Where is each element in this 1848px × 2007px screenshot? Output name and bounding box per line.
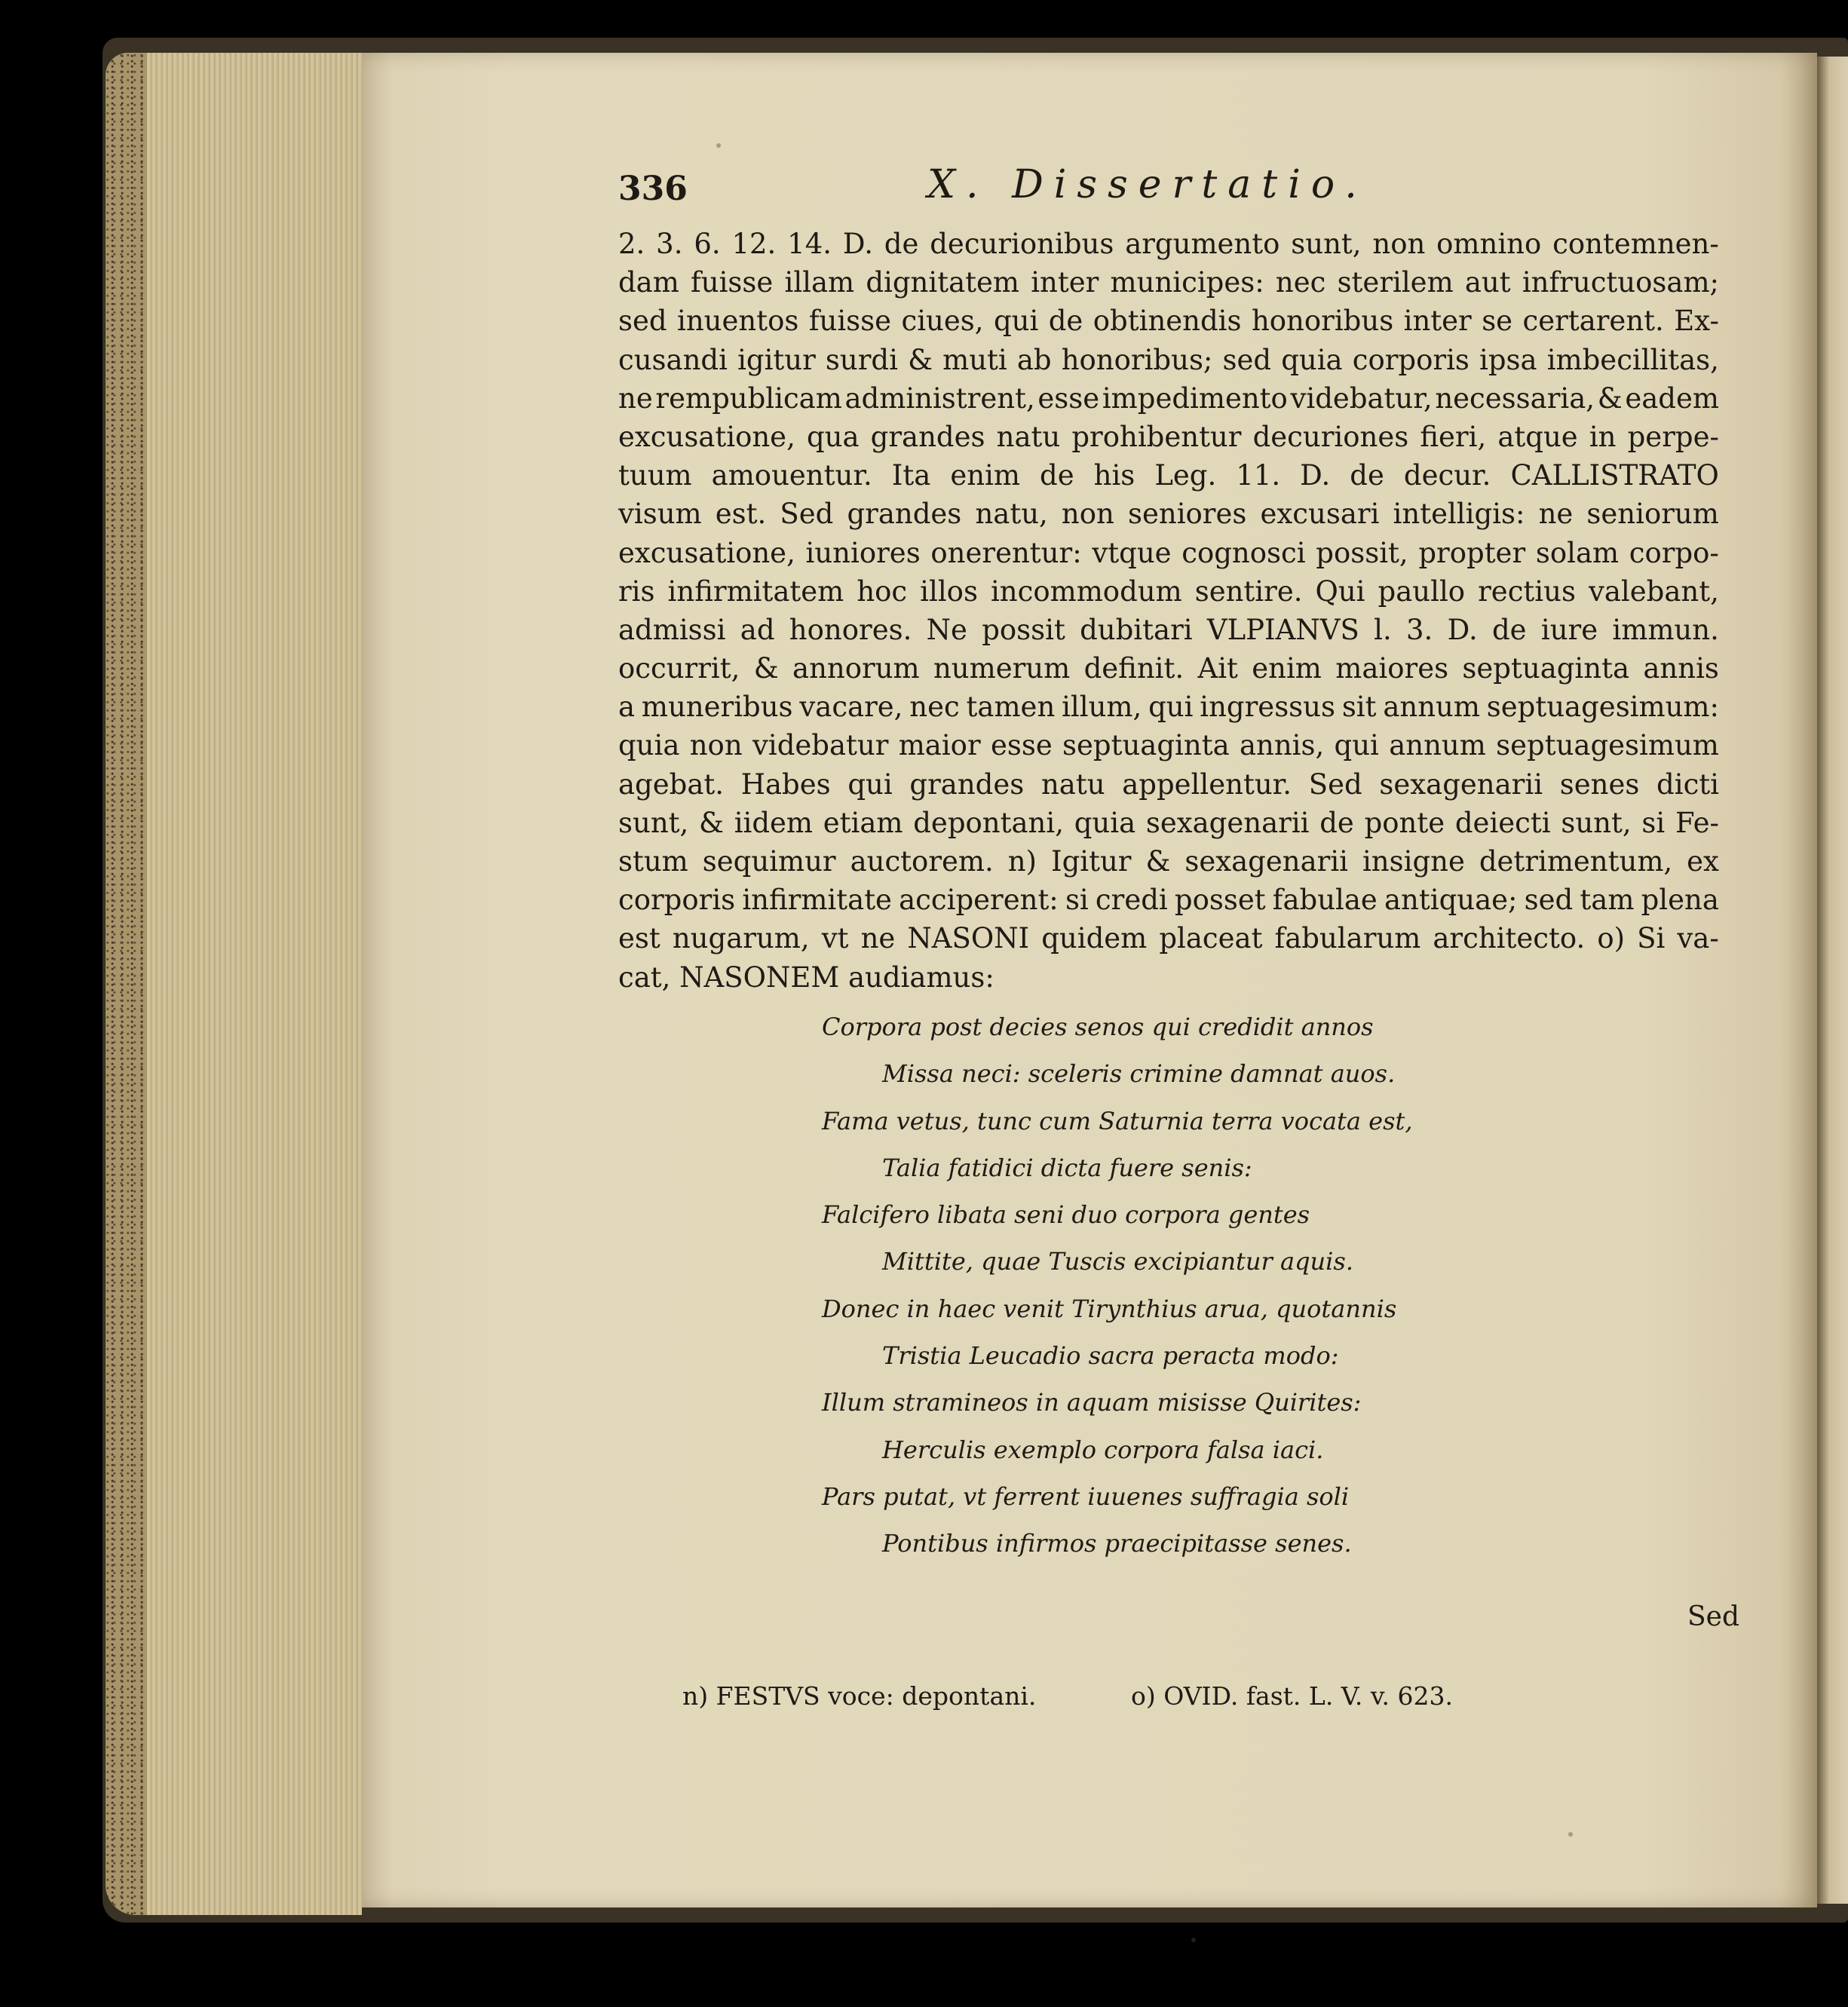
text-line: visum est. Sed grandes natu, non seniores excusari intelligis: ne seniorum <box>618 498 1719 531</box>
verse-line: Corpora post decies senos qui credidit annos <box>822 1013 1374 1041</box>
text-line: sunt, & iidem etiam depontani, quia sexagenarii de ponte deiecti sunt, si Fe- <box>618 806 1719 839</box>
text-line: ris infirmitatem hoc illos incommodum sentire. Qui paullo rectius valebant, <box>618 575 1719 608</box>
verse-line: Mittite, quae Tuscis excipiantur aquis. <box>882 1247 1353 1276</box>
verse-line: Falcifero libata seni duo corpora gentes <box>822 1200 1310 1230</box>
text-line: cat, NASONEM audiamus: <box>618 961 994 994</box>
text-line: 2. 3. 6. 12. 14. D. de decurionibus argumento sunt, non omnino contemnen- <box>618 228 1719 260</box>
verse-line: Donec in haec venit Tirynthius arua, quotannis <box>822 1294 1397 1323</box>
text-line: excusatione, iuniores onerentur: vtque cognosci possit, propter solam corpo- <box>618 536 1719 569</box>
text-line: admissi ad honores. Ne possit dubitari VLPIANVS l. 3. D. de iure immun. <box>618 613 1719 646</box>
text-line: a muneribus vacare, nec tamen illum, qui ingressus sit annum septuagesimum: <box>618 691 1719 724</box>
verse-line: Illum stramineos in aquam misisse Quirites: <box>822 1388 1362 1417</box>
text-line: tuum amouentur. Ita enim de his Leg. 11. D. de decur. CALLISTRATO <box>618 459 1719 492</box>
verse-line: Fama vetus, tunc cum Saturnia terra vocata est, <box>822 1106 1413 1135</box>
text-line: agebat. Habes qui grandes natu appellentur. Sed sexagenarii senes dicti <box>618 768 1719 801</box>
text-line: stum sequimur auctorem. n) Igitur & sexagenarii insigne detrimentum, ex <box>618 845 1719 878</box>
text-line: ne rempublicam administrent, esse impedimento videbatur, necessaria, & eadem <box>618 381 1719 415</box>
verse-line: Talia fatidici dicta fuere senis: <box>882 1153 1252 1182</box>
text-line: occurrit, & annorum numerum definit. Ait enim maiores septuaginta annis <box>618 652 1719 685</box>
text-line: sed inuentos fuisse ciues, qui de obtinendis honoribus inter se certarent. Ex- <box>618 305 1719 338</box>
catchword: Sed <box>1687 1601 1740 1632</box>
verse-line: Tristia Leucadio sacra peracta modo: <box>882 1341 1339 1371</box>
verse-line: Pars putat, vt ferrent iuuenes suffragia soli <box>822 1482 1350 1511</box>
text-line: est nugarum, vt ne NASONI quidem placeat fabularum architecto. o) Si va- <box>618 922 1719 955</box>
running-head: X. Dissertatio. <box>927 162 1368 207</box>
main-text <box>618 228 1719 1000</box>
verse-line: Pontibus infirmos praecipitasse senes. <box>882 1529 1352 1558</box>
page-header <box>618 162 1493 215</box>
text-line: excusatione, qua grandes natu prohibentur decuriones fieri, atque in perpe- <box>618 420 1719 453</box>
footnote-n: n) FESTVS voce: depontani. <box>682 1681 1037 1711</box>
page-block-edge <box>106 53 362 1915</box>
verse-quotation <box>822 1013 1500 1576</box>
verse-line: Herculis exemplo corpora falsa iaci. <box>882 1435 1324 1464</box>
facing-page-edge <box>1817 57 1848 1904</box>
footnotes <box>682 1681 1549 1727</box>
text-line: quia non videbatur maior esse septuaginta annis, qui annum septuagesimum <box>618 729 1719 762</box>
verse-line: Missa neci: sceleris crimine damnat auos. <box>882 1059 1396 1089</box>
page-number: 336 <box>618 170 688 208</box>
text-line: dam fuisse illam dignitatem inter municipes: nec sterilem aut infructuosam; <box>618 266 1719 299</box>
text-line: cusandi igitur surdi & muti ab honoribus; sed quia corporis ipsa imbecillitas, <box>618 343 1719 376</box>
text-line: corporis infirmitate acciperent: si credi posset fabulae antiquae; sed tam plena <box>618 884 1719 917</box>
footnote-o: o) OVID. fast. L. V. v. 623. <box>1131 1681 1454 1711</box>
